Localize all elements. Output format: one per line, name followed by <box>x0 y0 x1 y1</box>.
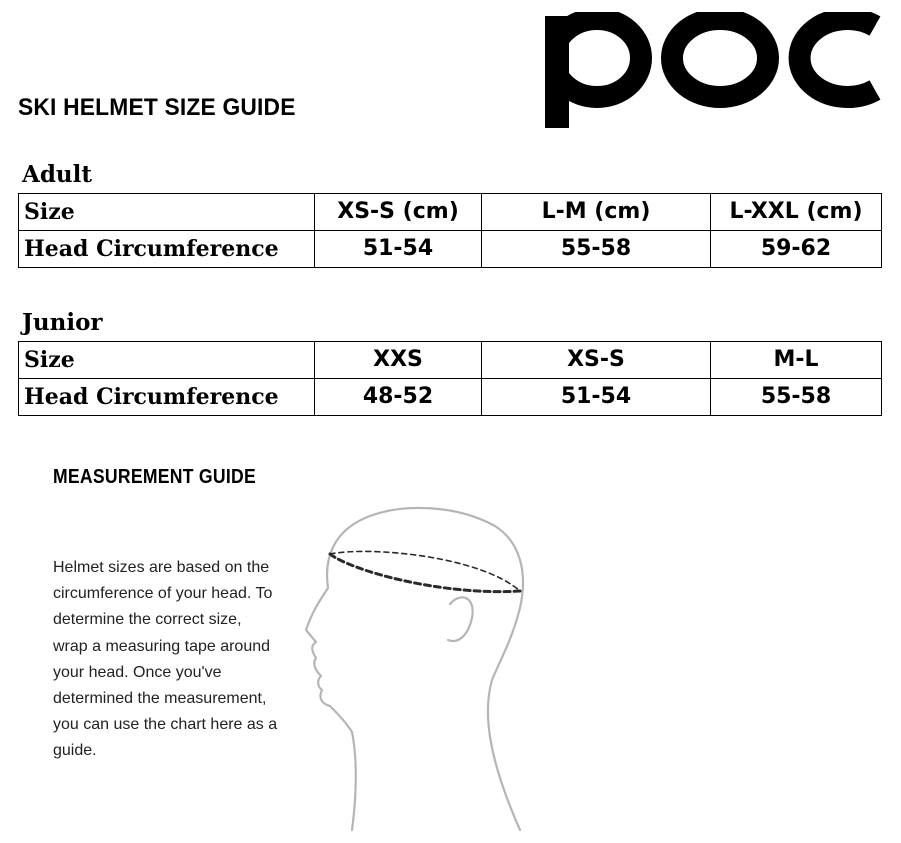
table-cell: 55-58 <box>711 379 882 416</box>
row-label: Head Circumference <box>19 379 315 416</box>
table-cell: XS-S <box>482 342 711 379</box>
row-label: Size <box>19 194 315 231</box>
junior-heading: Junior <box>22 309 103 336</box>
measurement-guide-heading: MEASUREMENT GUIDE <box>53 466 256 488</box>
table-cell: 48-52 <box>315 379 482 416</box>
table-cell: 55-58 <box>482 231 711 268</box>
measurement-guide-text: Helmet sizes are based on the circumference of your head. To determine the correct size, wrap a measuring tape around your head. Once you've determined the measurement, you can use the chart here as a guide. <box>53 559 278 760</box>
head-outline <box>306 508 523 830</box>
row-label: Head Circumference <box>19 231 315 268</box>
page-title: SKI HELMET SIZE GUIDE <box>18 94 296 121</box>
logo-o <box>672 19 768 97</box>
table-row <box>19 342 882 379</box>
row-label: Size <box>19 342 315 379</box>
table-cell: L-XXL (cm) <box>711 194 882 231</box>
table-cell: XS-S (cm) <box>315 194 482 231</box>
table-cell: 51-54 <box>482 379 711 416</box>
table-cell: XXS <box>315 342 482 379</box>
poc-logo <box>545 12 885 128</box>
table-cell: 51-54 <box>315 231 482 268</box>
table-row <box>19 194 882 231</box>
junior-size-table <box>18 341 882 416</box>
table-cell: L-M (cm) <box>482 194 711 231</box>
adult-heading: Adult <box>22 161 93 188</box>
ear-outline <box>448 597 473 641</box>
table-row <box>19 231 882 268</box>
adult-size-table <box>18 193 882 268</box>
logo-c <box>800 19 875 97</box>
table-cell: 59-62 <box>711 231 882 268</box>
head-profile-illustration <box>290 500 550 843</box>
table-row <box>19 379 882 416</box>
table-cell: M-L <box>711 342 882 379</box>
measuring-tape-front <box>330 554 520 592</box>
